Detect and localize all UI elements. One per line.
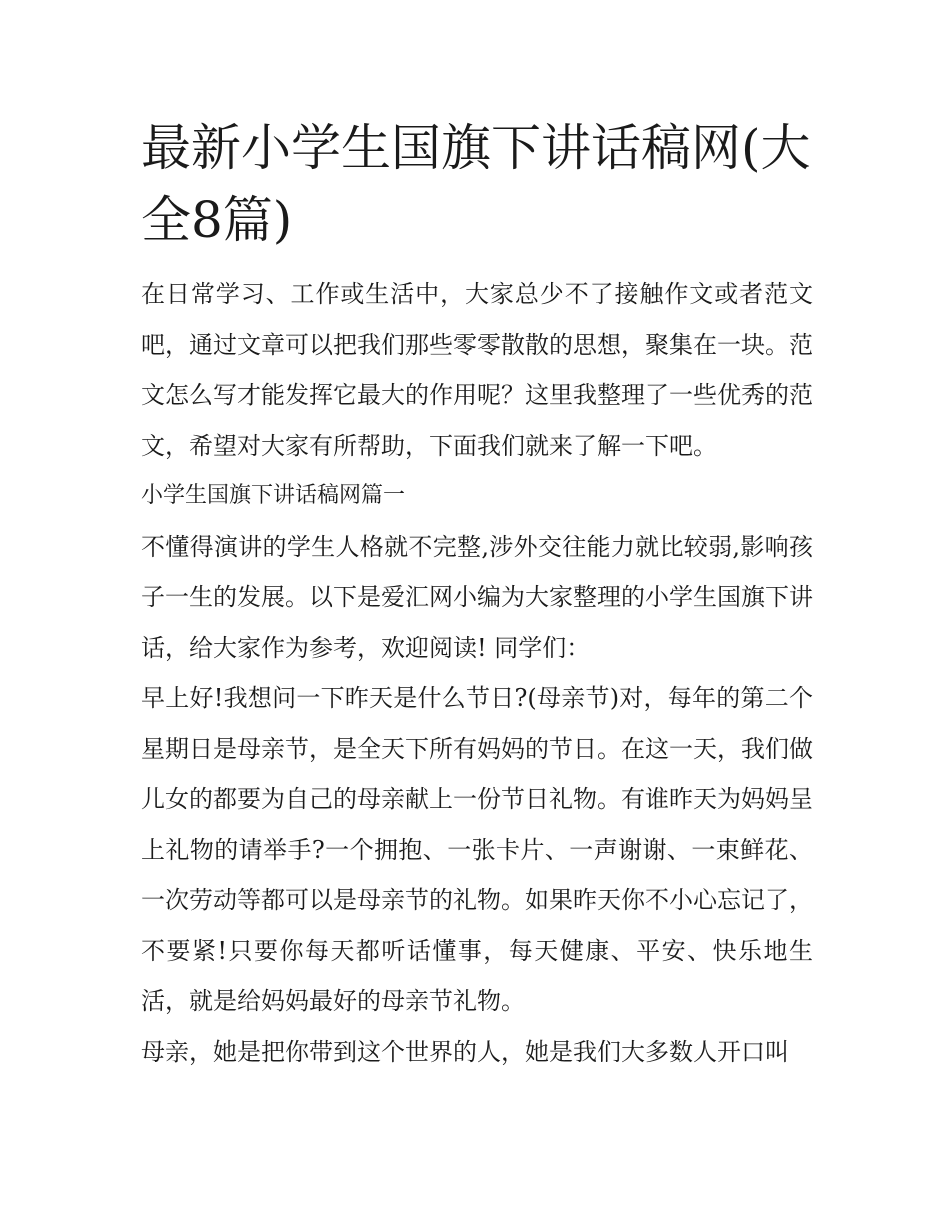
body-paragraph-1: 不懂得演讲的学生人格就不完整,涉外交往能力就比较弱,影响孩子一生的发展。以下是爱汇网小编为大家整理的小学生国旗下讲话，给大家作为参考，欢迎阅读! 同学们： xyxy=(141,532,813,662)
body-paragraph-3: 母亲，她是把你带到这个世界的人，她是我们大多数人开口叫 xyxy=(141,1037,789,1066)
document-page xyxy=(141,112,813,1077)
body-paragraph-2: 早上好!我想问一下昨天是什么节日?(母亲节)对，每年的第二个星期日是母亲节，是全天下所有妈妈的节日。在这一天，我们做儿女的都要为自己的母亲献上一份节日礼物。有谁昨天为妈妈呈上礼物的请举手?一个拥抱、一张卡片、一声谢谢、一束鲜花、一次劳动等都可以是母亲节的礼物。如果昨天你不小心忘记了，不要紧!只要你每天都听话懂事，每天健康、平安、快乐地生活，就是给妈妈最好的母亲节礼物。 xyxy=(141,684,813,1015)
document-title: 最新小学生国旗下讲话稿网(大全8篇) xyxy=(141,119,811,249)
intro-paragraph: 在日常学习、工作或生活中，大家总少不了接触作文或者范文吧，通过文章可以把我们那些零零散散的思想，聚集在一块。范文怎么写才能发挥它最大的作用呢？这里我整理了一些优秀的范文，希望对大家有所帮助，下面我们就来了解一下吧。 xyxy=(141,280,813,460)
section-heading: 小学生国旗下讲话稿网篇一 xyxy=(141,483,406,508)
